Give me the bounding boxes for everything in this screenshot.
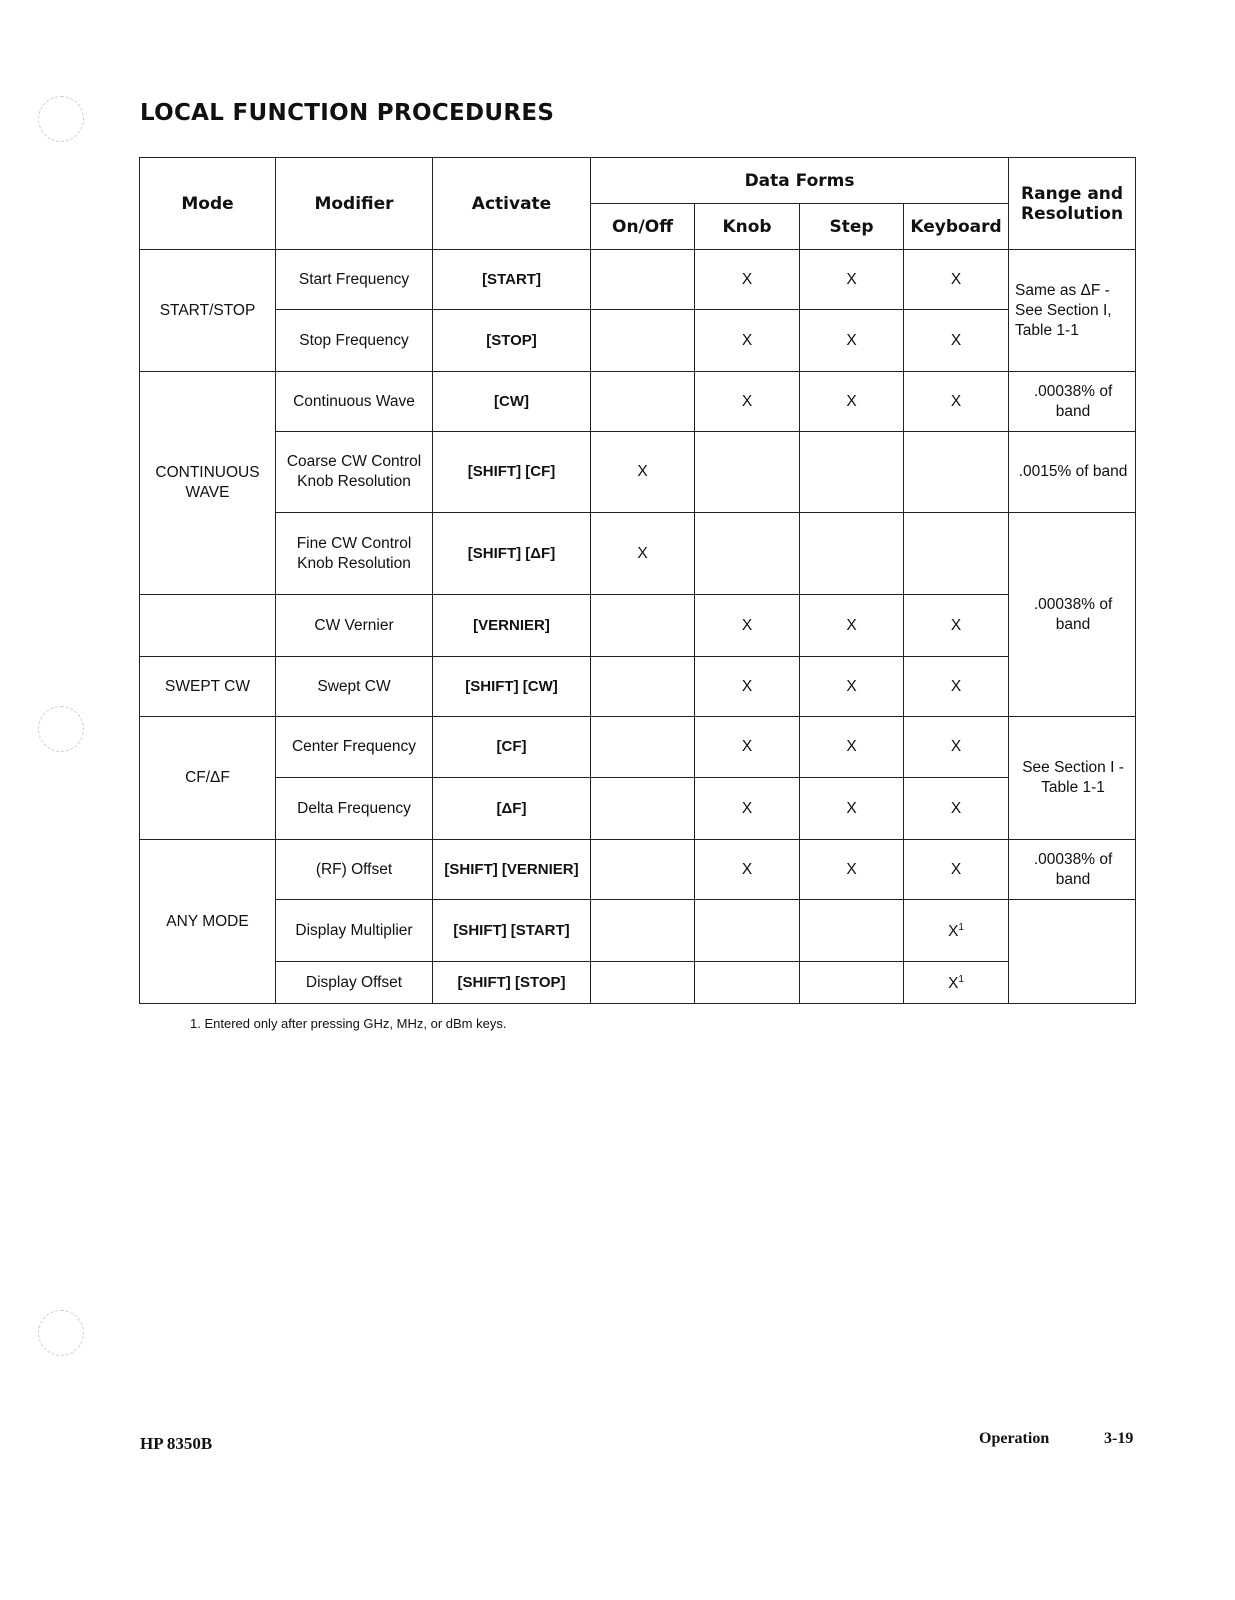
knob-cell bbox=[695, 513, 800, 595]
keyboard-cell: X bbox=[904, 657, 1009, 717]
knob-cell: X bbox=[695, 657, 800, 717]
keyboard-cell: X bbox=[904, 372, 1009, 432]
knob-cell bbox=[695, 432, 800, 513]
local-function-table bbox=[139, 157, 1136, 1004]
range-cell: .00038% of band bbox=[1009, 840, 1136, 900]
keyboard-cell bbox=[904, 432, 1009, 513]
on-off-cell: X bbox=[591, 432, 695, 513]
modifier-cell: Start Frequency bbox=[276, 250, 433, 310]
modifier-cell: Stop Frequency bbox=[276, 310, 433, 372]
step-cell: X bbox=[800, 310, 904, 372]
step-cell: X bbox=[800, 372, 904, 432]
range-cell: Same as ΔF - See Section I, Table 1-1 bbox=[1009, 250, 1136, 372]
keyboard-cell: X bbox=[904, 778, 1009, 840]
activate-key: [ΔF] bbox=[433, 778, 591, 840]
on-off-cell bbox=[591, 717, 695, 778]
activate-key: [SHIFT] [STOP] bbox=[433, 962, 591, 1004]
range-cell: .00038% of band bbox=[1009, 372, 1136, 432]
knob-cell: X bbox=[695, 778, 800, 840]
activate-key: [SHIFT] [VERNIER] bbox=[433, 840, 591, 900]
range-cell bbox=[1009, 900, 1136, 1004]
modifier-cell: Center Frequency bbox=[276, 717, 433, 778]
activate-key: [START] bbox=[433, 250, 591, 310]
modifier-cell: Fine CW Control Knob Resolution bbox=[276, 513, 433, 595]
on-off-cell bbox=[591, 250, 695, 310]
on-off-cell: X bbox=[591, 513, 695, 595]
modifier-cell: Continuous Wave bbox=[276, 372, 433, 432]
header-modifier: Modifier bbox=[276, 158, 433, 250]
on-off-cell bbox=[591, 840, 695, 900]
header-activate: Activate bbox=[433, 158, 591, 250]
activate-key: [SHIFT] [ΔF] bbox=[433, 513, 591, 595]
keyboard-cell: X bbox=[904, 840, 1009, 900]
keyboard-cell: X bbox=[904, 310, 1009, 372]
activate-key: [CW] bbox=[433, 372, 591, 432]
step-cell: X bbox=[800, 250, 904, 310]
activate-key: [SHIFT] [CW] bbox=[433, 657, 591, 717]
step-cell: X bbox=[800, 595, 904, 657]
on-off-cell bbox=[591, 900, 695, 962]
table-row bbox=[140, 250, 1136, 310]
table-row bbox=[140, 962, 1136, 1004]
knob-cell: X bbox=[695, 840, 800, 900]
step-cell: X bbox=[800, 778, 904, 840]
header-step: Step bbox=[800, 204, 904, 250]
modifier-cell: CW Vernier bbox=[276, 595, 433, 657]
knob-cell: X bbox=[695, 310, 800, 372]
keyboard-cell bbox=[904, 513, 1009, 595]
knob-cell: X bbox=[695, 717, 800, 778]
modifier-cell: (RF) Offset bbox=[276, 840, 433, 900]
mode-cell: SWEPT CW bbox=[140, 657, 276, 717]
step-cell: X bbox=[800, 840, 904, 900]
modifier-cell: Delta Frequency bbox=[276, 778, 433, 840]
footnote-ref: 1 bbox=[958, 974, 964, 986]
header-mode: Mode bbox=[140, 158, 276, 250]
mode-cell: ANY MODE bbox=[140, 840, 276, 1004]
header-keyboard: Keyboard bbox=[904, 204, 1009, 250]
header-on-off: On/Off bbox=[591, 204, 695, 250]
activate-key: [STOP] bbox=[433, 310, 591, 372]
modifier-cell: Coarse CW Control Knob Resolution bbox=[276, 432, 433, 513]
keyboard-cell: X bbox=[904, 717, 1009, 778]
on-off-cell bbox=[591, 595, 695, 657]
range-cell: .00038% of band bbox=[1009, 513, 1136, 717]
footer-section: Operation bbox=[979, 1430, 1050, 1447]
step-cell bbox=[800, 900, 904, 962]
step-cell: X bbox=[800, 717, 904, 778]
knob-cell bbox=[695, 962, 800, 1004]
table-row bbox=[140, 717, 1136, 778]
range-cell: See Section I - Table 1-1 bbox=[1009, 717, 1136, 840]
modifier-cell: Display Offset bbox=[276, 962, 433, 1004]
step-cell: X bbox=[800, 657, 904, 717]
modifier-cell: Display Multiplier bbox=[276, 900, 433, 962]
table-row bbox=[140, 310, 1136, 372]
step-cell bbox=[800, 513, 904, 595]
mode-cell: START/STOP bbox=[140, 250, 276, 372]
table-row bbox=[140, 900, 1136, 962]
activate-key: [CF] bbox=[433, 717, 591, 778]
step-cell bbox=[800, 432, 904, 513]
table-row bbox=[140, 778, 1136, 840]
header-row bbox=[140, 158, 1136, 204]
step-cell bbox=[800, 962, 904, 1004]
on-off-cell bbox=[591, 962, 695, 1004]
binder-hole bbox=[38, 706, 84, 752]
binder-hole bbox=[38, 1310, 84, 1356]
knob-cell: X bbox=[695, 250, 800, 310]
binder-hole bbox=[38, 96, 84, 142]
keyboard-cell bbox=[904, 962, 1009, 1004]
range-cell: .0015% of band bbox=[1009, 432, 1136, 513]
footer-page-number: 3-19 bbox=[1104, 1430, 1134, 1447]
footnote-ref: 1 bbox=[958, 922, 964, 934]
keyboard-cell: X bbox=[904, 595, 1009, 657]
knob-cell bbox=[695, 900, 800, 962]
on-off-cell bbox=[591, 310, 695, 372]
table-row bbox=[140, 840, 1136, 900]
table-row bbox=[140, 657, 1136, 717]
keyboard-mark: X bbox=[948, 923, 959, 941]
header-data-forms: Data Forms bbox=[591, 158, 1009, 204]
modifier-cell: Swept CW bbox=[276, 657, 433, 717]
on-off-cell bbox=[591, 372, 695, 432]
table-row bbox=[140, 595, 1136, 657]
mode-cell bbox=[140, 595, 276, 657]
knob-cell: X bbox=[695, 372, 800, 432]
activate-key: [SHIFT] [CF] bbox=[433, 432, 591, 513]
on-off-cell bbox=[591, 657, 695, 717]
activate-key: [VERNIER] bbox=[433, 595, 591, 657]
table-row bbox=[140, 513, 1136, 595]
on-off-cell bbox=[591, 778, 695, 840]
mode-cell: CONTINUOUS WAVE bbox=[140, 372, 276, 595]
table-row bbox=[140, 432, 1136, 513]
footnote: 1. Entered only after pressing GHz, MHz, or dBm keys. bbox=[190, 1016, 507, 1031]
keyboard-cell: X bbox=[904, 250, 1009, 310]
header-range: Range and Resolution bbox=[1009, 158, 1136, 250]
keyboard-cell bbox=[904, 900, 1009, 962]
header-knob: Knob bbox=[695, 204, 800, 250]
activate-key: [SHIFT] [START] bbox=[433, 900, 591, 962]
keyboard-mark: X bbox=[948, 975, 959, 993]
footer-model: HP 8350B bbox=[140, 1434, 213, 1453]
knob-cell: X bbox=[695, 595, 800, 657]
table-row bbox=[140, 372, 1136, 432]
page-title: LOCAL FUNCTION PROCEDURES bbox=[140, 100, 555, 126]
mode-cell: CF/ΔF bbox=[140, 717, 276, 840]
